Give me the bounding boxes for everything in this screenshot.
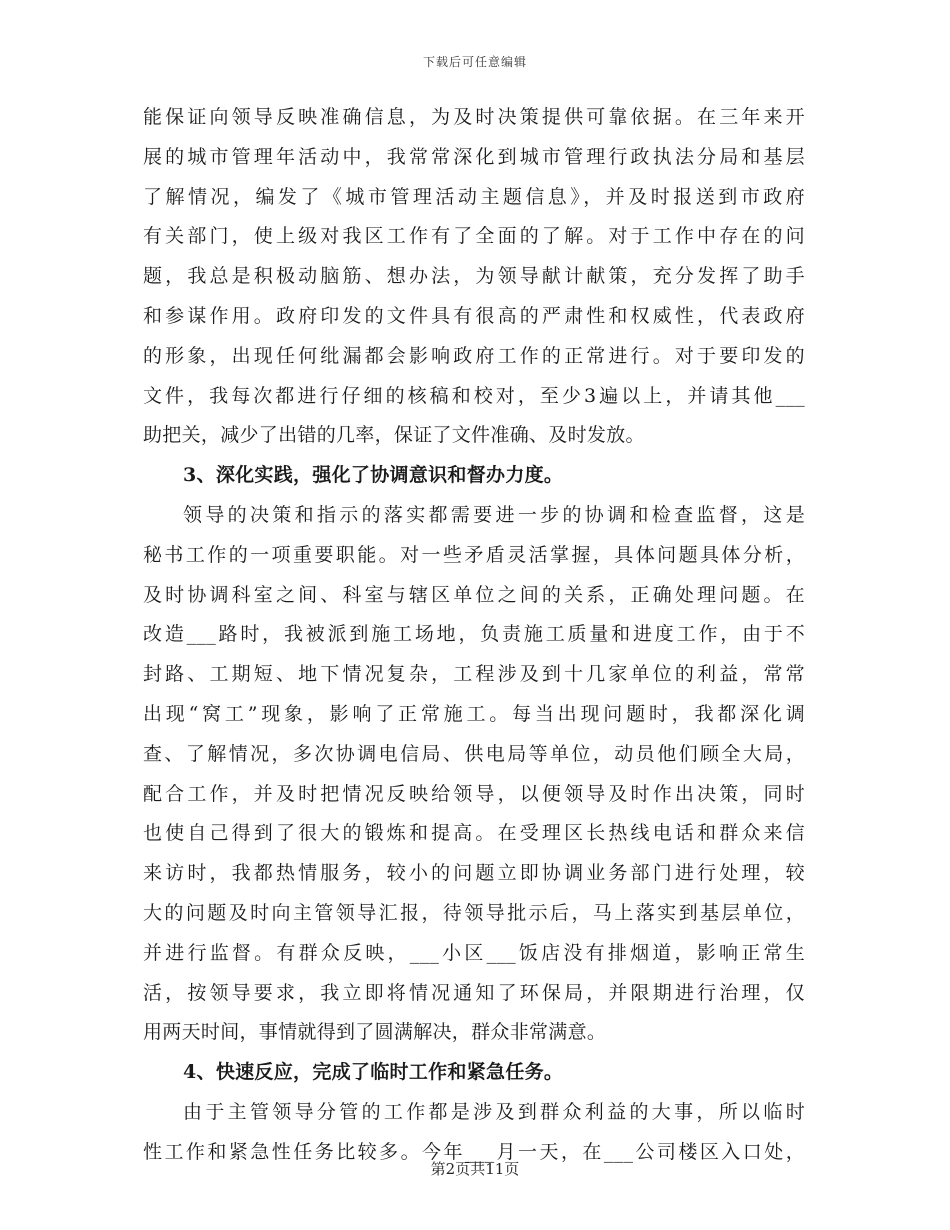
body-line: 题，我总是积极动脑筋、想办法，为领导献计献策，充分发挥了助手 bbox=[143, 265, 805, 288]
body-line: 文件，我每次都进行仔细的核稿和校对，至少3遍以上，并请其他___ bbox=[143, 384, 805, 407]
body-line: 活，按领导要求，我立即将情况通知了环保局，并限期进行治理，仅 bbox=[143, 981, 805, 1004]
body-line: 改造___路时，我被派到施工场地，负责施工质量和进度工作，由于不 bbox=[143, 623, 805, 646]
body-line: 查、了解情况，多次协调电信局、供电局等单位，动员他们顾全大局， bbox=[143, 742, 805, 765]
body-line: 展的城市管理年活动中，我常常深化到城市管理行政执法分局和基层 bbox=[143, 145, 805, 168]
body-line: 大的问题及时向主管领导汇报，待领导批示后，马上落实到基层单位， bbox=[143, 901, 805, 924]
page-header: 下载后可任意编辑 bbox=[422, 55, 527, 69]
section-heading: 3、深化实践，强化了协调意识和督办力度。 bbox=[183, 464, 564, 487]
body-line: 领导的决策和指示的落实都需要进一步的协调和检查监督，这是 bbox=[183, 503, 805, 526]
body-line: 的形象，出现任何纰漏都会影响政府工作的正常进行。对于要印发的 bbox=[143, 344, 805, 367]
body-line: 能保证向领导反映准确信息，为及时决策提供可靠依据。在三年来开 bbox=[143, 106, 805, 128]
body-line: 用两天时间，事情就得到了圆满解决，群众非常满意。 bbox=[143, 1021, 607, 1044]
body-line: 及时协调科室之间、科室与辖区单位之间的关系，正确处理问题。在 bbox=[143, 583, 805, 606]
body-line: 了解情况，编发了《城市管理活动主题信息》，并及时报送到市政府 bbox=[143, 185, 805, 208]
body-line: 也使自己得到了很大的锻炼和提高。在受理区长热线电话和群众来信 bbox=[143, 822, 805, 845]
document-body bbox=[143, 98, 805, 1173]
body-line: 秘书工作的一项重要职能。对一些矛盾灵活掌握，具体问题具体分析， bbox=[143, 543, 805, 566]
body-line: 有关部门，使上级对我区工作有了全面的了解。对于工作中存在的问 bbox=[143, 225, 805, 248]
section-heading: 4、快速反应，完成了临时工作和紧急任务。 bbox=[183, 1061, 564, 1084]
body-line: 封路、工期短、地下情况复杂，工程涉及到十几家单位的利益，常常 bbox=[143, 663, 805, 686]
body-line: 配合工作，并及时把情况反映给领导，以便领导及时作出决策，同时 bbox=[143, 782, 805, 805]
body-line: 性工作和紧急性任务比较多。今年___月一天，在___公司楼区入口处， bbox=[143, 1140, 805, 1163]
body-line: 并进行监督。有群众反映，___小区___饭店没有排烟道，影响正常生 bbox=[143, 941, 805, 964]
body-line: 助把关，减少了出错的几率，保证了文件准确、及时发放。 bbox=[143, 424, 645, 447]
body-line: 来访时，我都热情服务，较小的问题立即协调业务部门进行处理，较 bbox=[143, 862, 805, 885]
body-line: 和参谋作用。政府印发的文件具有很高的严肃性和权威性，代表政府 bbox=[143, 304, 805, 327]
page-number: 第2页共11页 bbox=[430, 1160, 520, 1178]
body-line: 出现“窝工”现象，影响了正常施工。每当出现问题时，我都深化调 bbox=[143, 702, 805, 725]
body-line: 由于主管领导分管的工作都是涉及到群众利益的大事，所以临时 bbox=[183, 1100, 805, 1123]
